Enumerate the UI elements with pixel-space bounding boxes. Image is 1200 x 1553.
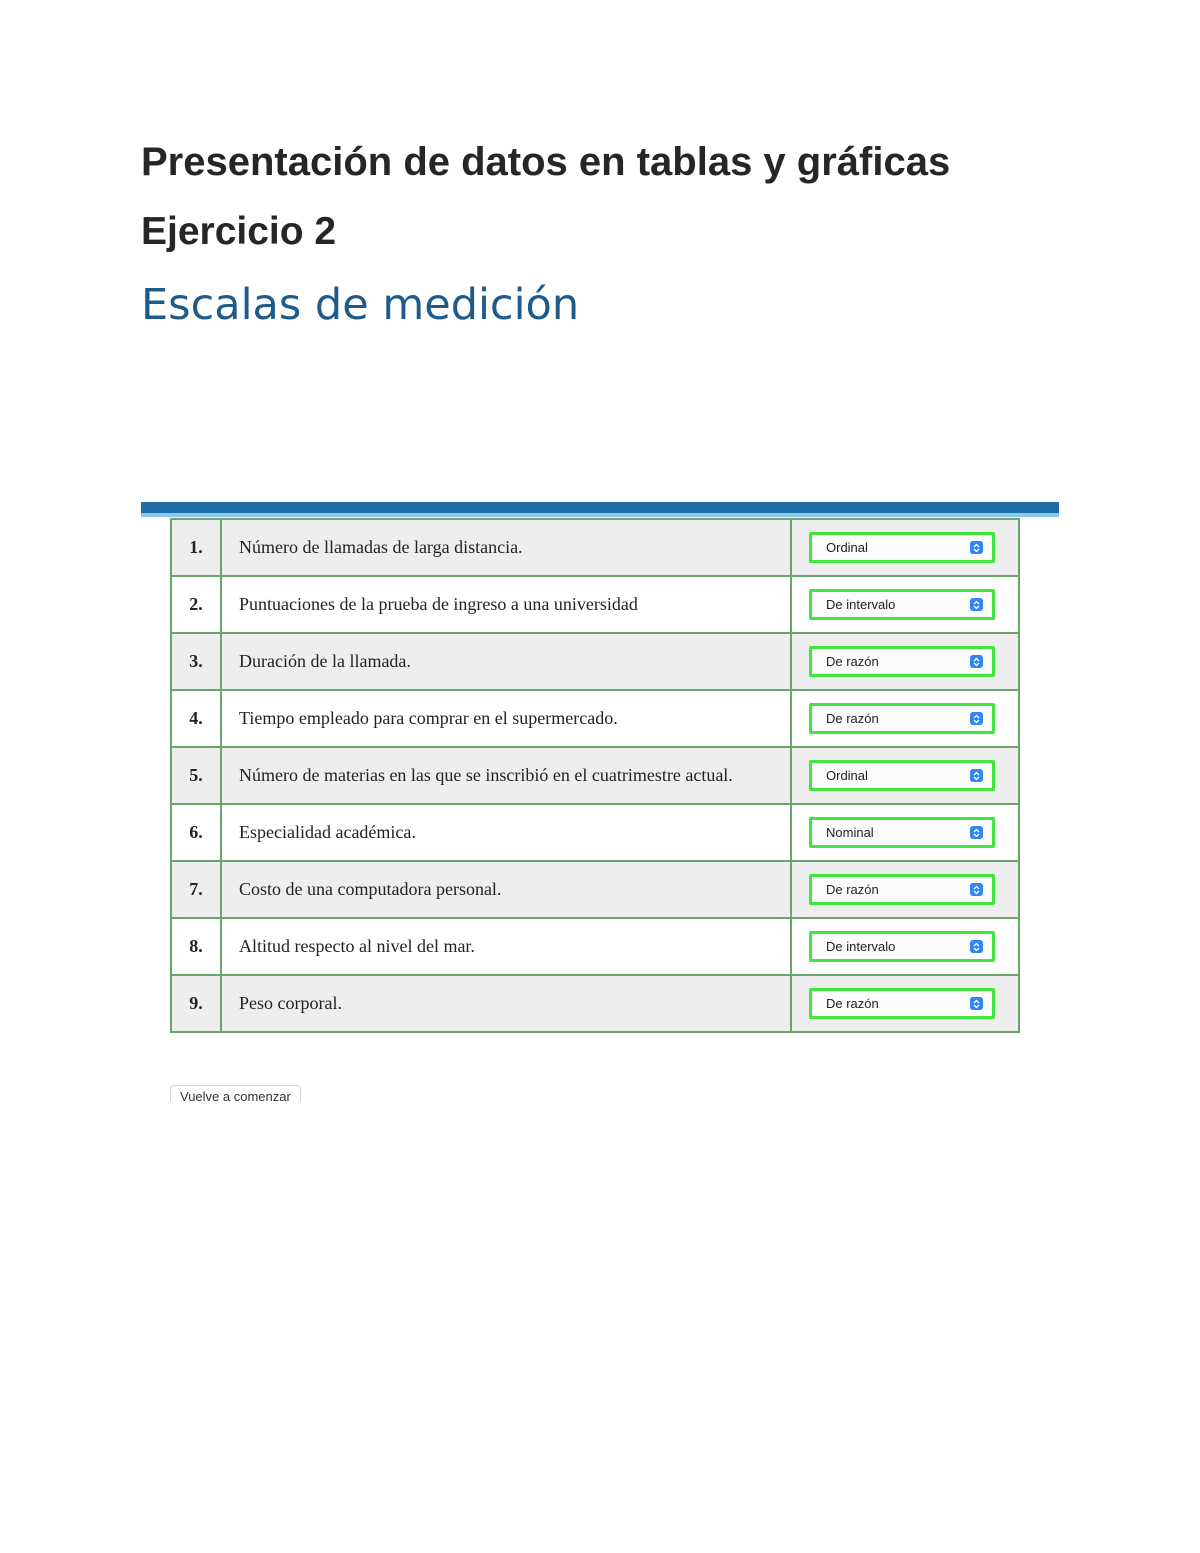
select-stepper-icon (970, 598, 983, 611)
question-text: Altitud respecto al nivel del mar. (221, 918, 791, 975)
select-stepper-icon (970, 997, 983, 1010)
question-number: 9. (171, 975, 221, 1032)
answer-select[interactable] (809, 760, 995, 791)
answer-select[interactable] (809, 532, 995, 563)
select-stepper-icon (970, 655, 983, 668)
selected-value: Nominal (826, 825, 874, 840)
question-number: 3. (171, 633, 221, 690)
selected-value: Ordinal (826, 768, 868, 783)
answer-select[interactable] (809, 589, 995, 620)
restart-button[interactable]: Vuelve a comenzar (170, 1085, 301, 1102)
select-stepper-icon (970, 940, 983, 953)
question-number: 2. (171, 576, 221, 633)
selected-value: Ordinal (826, 540, 868, 555)
question-number: 8. (171, 918, 221, 975)
header-bar (141, 502, 1059, 513)
question-text: Duración de la llamada. (221, 633, 791, 690)
section-heading: Escalas de medición (141, 280, 580, 330)
embedded-quiz-screenshot (141, 502, 1059, 1102)
question-text: Especialidad académica. (221, 804, 791, 861)
exercise-subtitle: Ejercicio 2 (141, 210, 337, 253)
select-stepper-icon (970, 712, 983, 725)
table-row (171, 519, 1019, 576)
question-number: 5. (171, 747, 221, 804)
answer-select[interactable] (809, 931, 995, 962)
selected-value: De razón (826, 711, 879, 726)
table-row (171, 633, 1019, 690)
selected-value: De intervalo (826, 597, 896, 612)
answer-select[interactable] (809, 874, 995, 905)
question-number: 4. (171, 690, 221, 747)
question-number: 6. (171, 804, 221, 861)
select-stepper-icon (970, 883, 983, 896)
question-text: Puntuaciones de la prueba de ingreso a una universidad (221, 576, 791, 633)
table-row (171, 576, 1019, 633)
selected-value: De razón (826, 654, 879, 669)
quiz-table (170, 518, 1020, 1033)
answer-select[interactable] (809, 988, 995, 1019)
table-row (171, 918, 1019, 975)
table-row (171, 975, 1019, 1032)
header-bar-accent (141, 513, 1059, 517)
question-text: Número de materias en las que se inscribió en el cuatrimestre actual. (221, 747, 791, 804)
answer-select[interactable] (809, 703, 995, 734)
selected-value: De razón (826, 996, 879, 1011)
table-row (171, 690, 1019, 747)
table-row (171, 861, 1019, 918)
select-stepper-icon (970, 826, 983, 839)
question-text: Peso corporal. (221, 975, 791, 1032)
select-stepper-icon (970, 769, 983, 782)
question-number: 1. (171, 519, 221, 576)
question-text: Costo de una computadora personal. (221, 861, 791, 918)
select-stepper-icon (970, 541, 983, 554)
question-text: Tiempo empleado para comprar en el supermercado. (221, 690, 791, 747)
selected-value: De intervalo (826, 939, 896, 954)
answer-select[interactable] (809, 817, 995, 848)
answer-select[interactable] (809, 646, 995, 677)
question-number: 7. (171, 861, 221, 918)
selected-value: De razón (826, 882, 879, 897)
table-row (171, 747, 1019, 804)
document-title: Presentación de datos en tablas y gráficas (141, 140, 951, 184)
table-row (171, 804, 1019, 861)
question-text: Número de llamadas de larga distancia. (221, 519, 791, 576)
